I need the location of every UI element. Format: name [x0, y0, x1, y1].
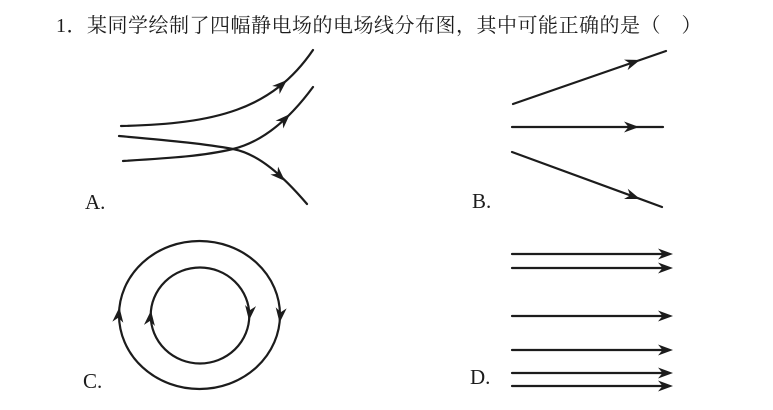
option-c-figure [112, 241, 286, 389]
option-d-label: D. [470, 365, 491, 389]
option-b-label: B. [472, 189, 492, 213]
field-line [513, 51, 666, 104]
arrowhead-icon [624, 55, 642, 70]
option-a-figure [119, 50, 313, 204]
option-d-figure [512, 249, 673, 392]
option-a-label: A. [85, 190, 106, 214]
question-text: 1．某同学绘制了四幅静电场的电场线分布图，其中可能正确的是（ ） [56, 15, 702, 37]
option-c-label: C. [83, 369, 103, 393]
arrowhead-icon [624, 189, 642, 204]
option-b-figure [512, 51, 666, 207]
field-line-loop [151, 268, 250, 364]
field-line-curve [121, 50, 313, 126]
field-line-loop [119, 241, 280, 389]
arrowhead-icon [144, 310, 157, 326]
arrowhead-icon [244, 305, 257, 321]
